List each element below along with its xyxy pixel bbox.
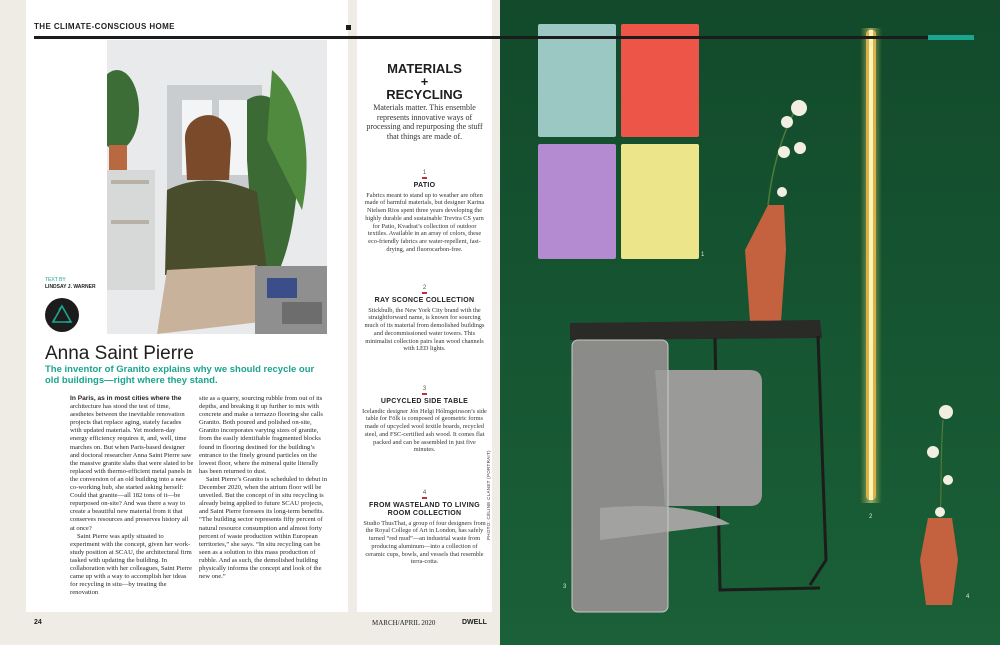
- table-top: [570, 320, 822, 340]
- table-panel-front: [572, 340, 668, 612]
- sidebar-intro: Materials matter. This ensemble represents innovative ways of processing and repurposing the stuff that things are made of.: [366, 103, 483, 141]
- item-description: Studio ThusThat, a group of four designers from the Royal College of Art in London, has safely turned “red mud”—an industrial waste from producing aluminum—into a collection of ceramic cups, bowls, and vessels that resemble terra-cotta.: [363, 519, 486, 566]
- item-title: RAY SCONCE COLLECTION: [374, 296, 475, 304]
- item-dash: [422, 497, 427, 499]
- page-number: 24: [34, 619, 42, 626]
- product-label-1: 1: [701, 252, 705, 258]
- item-description: Fabrics meant to stand up to weather are often made of harmful materials, but designer Karina Nielsen Rios spent three years developing the highly durable and sustainable Trevira CS yarn for Patio, Kvadrat’s collection of outdoor textiles. Available in an array of colors, these eco-friendly fabrics are water-repellent, fast-drying, and fluorocarbon-free.: [364, 191, 485, 254]
- sidebar-item: [362, 490, 487, 566]
- recycle-logo: [45, 298, 79, 332]
- recycle-icon: [45, 298, 79, 332]
- section-title: THE CLIMATE-CONSCIOUS HOME: [34, 22, 175, 31]
- sidebar-item: [362, 285, 487, 353]
- byline: [45, 277, 96, 291]
- item-title: FROM WASTELAND TO LIVING ROOM COLLECTION: [369, 501, 480, 517]
- item-description: Icelandic designer Jón Helgi Hólmgeirsson’s side table for Fölk is composed of geometric forms made of upcycled wool textile boards, recycled steel, and FSC-certified ash wood. It comes flat packed and can be assembled in just five minutes.: [362, 407, 487, 454]
- feature-deck: The inventor of Granito explains why we should recycle our old buildings—right where they stand.: [45, 364, 315, 386]
- portrait-illustration: [107, 40, 327, 334]
- swatch-purple: [538, 144, 616, 259]
- header-rule: [34, 36, 974, 39]
- body-column-1: [70, 395, 194, 597]
- item-dash: [422, 393, 427, 395]
- body-text: architecture has stood the test of time, aesthetes between the inevitable renovation projects that replace aging, stately facades with updated materials. Yet modern-day energy efficiency requires it, and, well, time marches on. But when Paris-based designer and doctoral researcher Anna Saint Pierre saw the massive granite slabs that were slated to be replaced with thermo-efficient metal panels in the conversion of an old building into a new co-working hub, she started asking herself: Could that granite—all 182 tons of it—be repurposed on-site? And was there a way to create a beautiful new material from it that conserves resources and preserves history all at once?: [70, 403, 194, 532]
- item-number: 4: [422, 490, 427, 496]
- portrait-photo: [107, 40, 327, 334]
- swatch-blue: [538, 24, 616, 137]
- sidebar-heading-plus: +: [420, 74, 429, 89]
- item-dash: [422, 292, 427, 294]
- body-paragraph: Saint Pierre’s Granito is scheduled to debut in December 2020, when the atrium floor will be unveiled. But the concept of in situ recycling is already being applied to future SCAU projects, and Saint Pierre foresees its long-term benefits. “The building sector represents fifty percent of natural resource consumption and almost forty percent of waste production within European territories,” she says. “In situ recycling can be seen as a solution to this mass production of rubble. And as such, the demolished building physically informs the concept and look of the new one.”: [199, 475, 328, 581]
- item-title: UPCYCLED SIDE TABLE: [380, 397, 469, 405]
- body-paragraph: Saint Pierre was aptly situated to experiment with the concept, given her work-study position at SCAU, the architectural firm tasked with updating the building. In collaboration with her colleagues, Saint Pierre came up with a way to accomplish her ideas for recycling in situ—by treating the renovation: [70, 532, 192, 597]
- product-label-4: 4: [966, 594, 970, 600]
- item-title: PATIO: [413, 181, 436, 189]
- byline-author: LINDSAY J. WARNER: [45, 284, 96, 290]
- item-description: Stickbulb, the New York City brand with the straightforward name, is known for sourcing much of its material from demolished buildings and decommissioned water towers. This minimalist collection pairs lean wood channels with LED lights.: [364, 306, 485, 353]
- product-label-2: 2: [869, 514, 873, 520]
- product-still-life: [500, 0, 1000, 645]
- body-paragraph: [70, 395, 194, 533]
- product-label-3: 3: [563, 584, 567, 590]
- product-photo: [500, 0, 1000, 645]
- issue-date: MARCH/APRIL 2020: [372, 619, 436, 627]
- item-number: 2: [422, 285, 427, 291]
- header-accent: [928, 35, 974, 40]
- item-number: 3: [422, 386, 427, 392]
- feature-name: Anna Saint Pierre: [45, 343, 194, 364]
- body-lead-in: In Paris, as in most cities where the: [70, 395, 182, 402]
- sidebar-item: [362, 170, 487, 254]
- sidebar-heading-line1: MATERIALS: [387, 61, 462, 76]
- magazine-brand: DWELL: [462, 619, 487, 626]
- sidebar-heading: [357, 62, 492, 101]
- body-paragraph: site as a quarry, sourcing rubble from out of its depths, and breaking it up further to mix with concrete and make a terrazzo flooring she calls Granito. Both poured and polished on-site, Granito incorporates varying sizes of granite, from the easily identifiable fragmented blocks found in flooring destined for the building’s entrance to the finely ground particles on the lowest floor, where the mineral quite literally has been returned to dust.: [199, 395, 323, 475]
- sidebar-item: [362, 386, 487, 454]
- sidebar-heading-line2: RECYCLING: [386, 87, 463, 102]
- body-column-2: [199, 395, 328, 581]
- swatch-yellow: [621, 144, 699, 259]
- photo-credit: PHOTO: CÉLINE CLANET (PORTRAIT): [486, 450, 491, 540]
- item-dash: [422, 177, 427, 179]
- header-marker: [346, 25, 351, 30]
- item-number: 1: [422, 170, 427, 176]
- byline-label: TEXT BY: [45, 277, 66, 283]
- terracotta-vase-small: [920, 518, 958, 605]
- swatch-red: [621, 24, 699, 137]
